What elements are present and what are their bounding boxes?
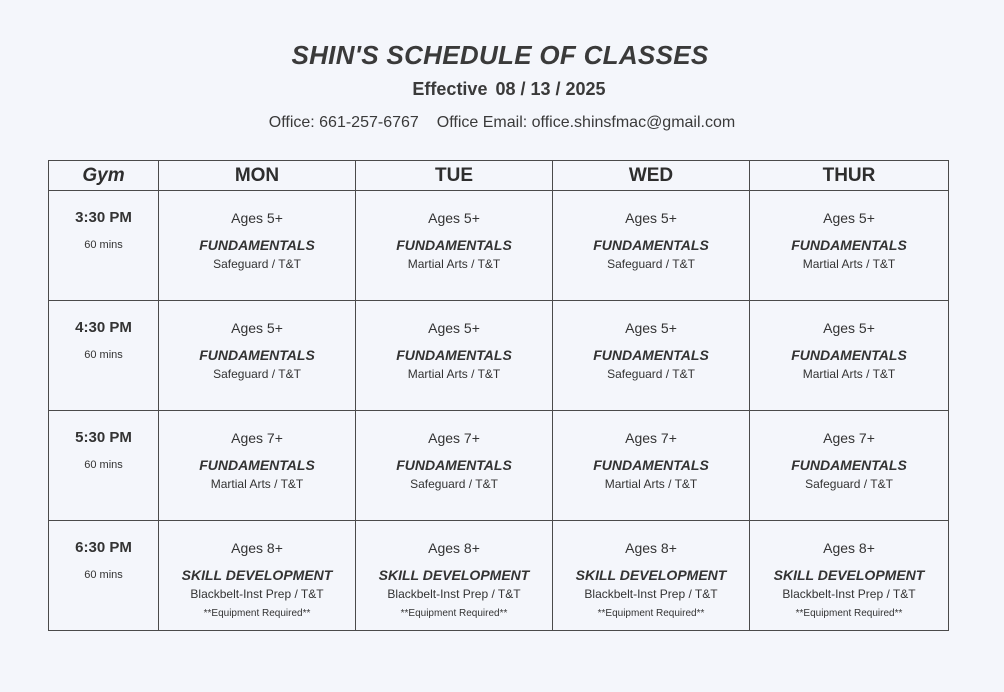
class-detail: Martial Arts / T&T: [407, 367, 501, 381]
class-cell: [356, 301, 553, 411]
class-ages: Ages 8+: [231, 540, 283, 556]
office-phone: Office: 661-257-6767: [268, 114, 419, 131]
table-row: [49, 521, 949, 631]
class-name: FUNDAMENTALS: [593, 237, 709, 253]
class-name: FUNDAMENTALS: [396, 237, 512, 253]
class-time: 6:30 PM: [75, 539, 132, 556]
class-detail: Safeguard / T&T: [607, 257, 695, 271]
time-cell: [49, 301, 159, 411]
class-ages: Ages 7+: [428, 430, 480, 446]
class-name: FUNDAMENTALS: [791, 237, 907, 253]
class-ages: Ages 7+: [625, 430, 677, 446]
class-time: 5:30 PM: [75, 429, 132, 446]
class-name: FUNDAMENTALS: [593, 347, 709, 363]
class-cell: [750, 411, 949, 521]
class-cell: [159, 191, 356, 301]
class-detail: Safeguard / T&T: [805, 477, 893, 491]
class-name: SKILL DEVELOPMENT: [181, 567, 333, 583]
class-cell: [356, 191, 553, 301]
class-name: FUNDAMENTALS: [791, 347, 907, 363]
effective-label: Effective: [412, 79, 488, 99]
class-cell: [356, 521, 553, 631]
table-row: [49, 411, 949, 521]
class-name: SKILL DEVELOPMENT: [773, 567, 925, 583]
header-row: [49, 161, 949, 191]
class-name: FUNDAMENTALS: [791, 457, 907, 473]
class-name: FUNDAMENTALS: [593, 457, 709, 473]
class-name: SKILL DEVELOPMENT: [378, 567, 530, 583]
class-cell: [159, 521, 356, 631]
equipment-note: **Equipment Required**: [597, 608, 705, 619]
class-duration: 60 mins: [84, 349, 123, 361]
class-duration: 60 mins: [84, 239, 123, 251]
class-name: FUNDAMENTALS: [199, 457, 315, 473]
class-ages: Ages 5+: [625, 210, 677, 226]
equipment-note: **Equipment Required**: [400, 608, 508, 619]
class-detail: Blackbelt-Inst Prep / T&T: [387, 587, 521, 601]
class-detail: Blackbelt-Inst Prep / T&T: [584, 587, 718, 601]
class-cell: [159, 301, 356, 411]
class-cell: [750, 191, 949, 301]
class-cell: [553, 521, 750, 631]
column-header-wed: WED: [553, 161, 750, 191]
column-header-tue: TUE: [356, 161, 553, 191]
column-header-gym: Gym: [49, 161, 159, 191]
class-cell: [356, 411, 553, 521]
class-ages: Ages 7+: [823, 430, 875, 446]
column-header-mon: MON: [159, 161, 356, 191]
class-ages: Ages 5+: [428, 210, 480, 226]
class-detail: Blackbelt-Inst Prep / T&T: [190, 587, 324, 601]
class-detail: Martial Arts / T&T: [407, 257, 501, 271]
page-title: SHIN'S SCHEDULE OF CLASSES: [291, 40, 709, 70]
class-detail: Safeguard / T&T: [607, 367, 695, 381]
effective-line: [0, 79, 1004, 100]
contact-line: [0, 114, 1004, 132]
class-ages: Ages 5+: [231, 210, 283, 226]
class-detail: Safeguard / T&T: [213, 367, 301, 381]
class-ages: Ages 8+: [625, 540, 677, 556]
class-ages: Ages 5+: [428, 320, 480, 336]
time-cell: [49, 521, 159, 631]
class-cell: [553, 191, 750, 301]
class-cell: [553, 301, 750, 411]
schedule-table: [48, 160, 949, 631]
equipment-note: **Equipment Required**: [203, 608, 311, 619]
class-ages: Ages 7+: [231, 430, 283, 446]
class-cell: [750, 301, 949, 411]
class-name: FUNDAMENTALS: [396, 347, 512, 363]
class-time: 3:30 PM: [75, 209, 132, 226]
class-duration: 60 mins: [84, 459, 123, 471]
class-ages: Ages 5+: [231, 320, 283, 336]
class-cell: [750, 521, 949, 631]
column-header-thur: THUR: [750, 161, 949, 191]
table-row: [49, 301, 949, 411]
class-cell: [159, 411, 356, 521]
class-name: FUNDAMENTALS: [199, 237, 315, 253]
class-time: 4:30 PM: [75, 319, 132, 336]
class-name: FUNDAMENTALS: [396, 457, 512, 473]
effective-date: 08 / 13 / 2025: [495, 79, 606, 99]
class-name: SKILL DEVELOPMENT: [575, 567, 727, 583]
equipment-note: **Equipment Required**: [795, 608, 903, 619]
class-detail: Martial Arts / T&T: [802, 367, 896, 381]
time-cell: [49, 411, 159, 521]
class-ages: Ages 5+: [823, 210, 875, 226]
table-row: [49, 191, 949, 301]
class-detail: Martial Arts / T&T: [802, 257, 896, 271]
class-detail: Martial Arts / T&T: [604, 477, 698, 491]
class-cell: [553, 411, 750, 521]
class-ages: Ages 8+: [428, 540, 480, 556]
office-email: Office Email: office.shinsfmac@gmail.com: [436, 114, 736, 131]
class-detail: Blackbelt-Inst Prep / T&T: [782, 587, 916, 601]
time-cell: [49, 191, 159, 301]
class-detail: Safeguard / T&T: [213, 257, 301, 271]
class-ages: Ages 8+: [823, 540, 875, 556]
class-ages: Ages 5+: [625, 320, 677, 336]
class-duration: 60 mins: [84, 569, 123, 581]
class-ages: Ages 5+: [823, 320, 875, 336]
class-detail: Safeguard / T&T: [410, 477, 498, 491]
class-detail: Martial Arts / T&T: [210, 477, 304, 491]
class-name: FUNDAMENTALS: [199, 347, 315, 363]
